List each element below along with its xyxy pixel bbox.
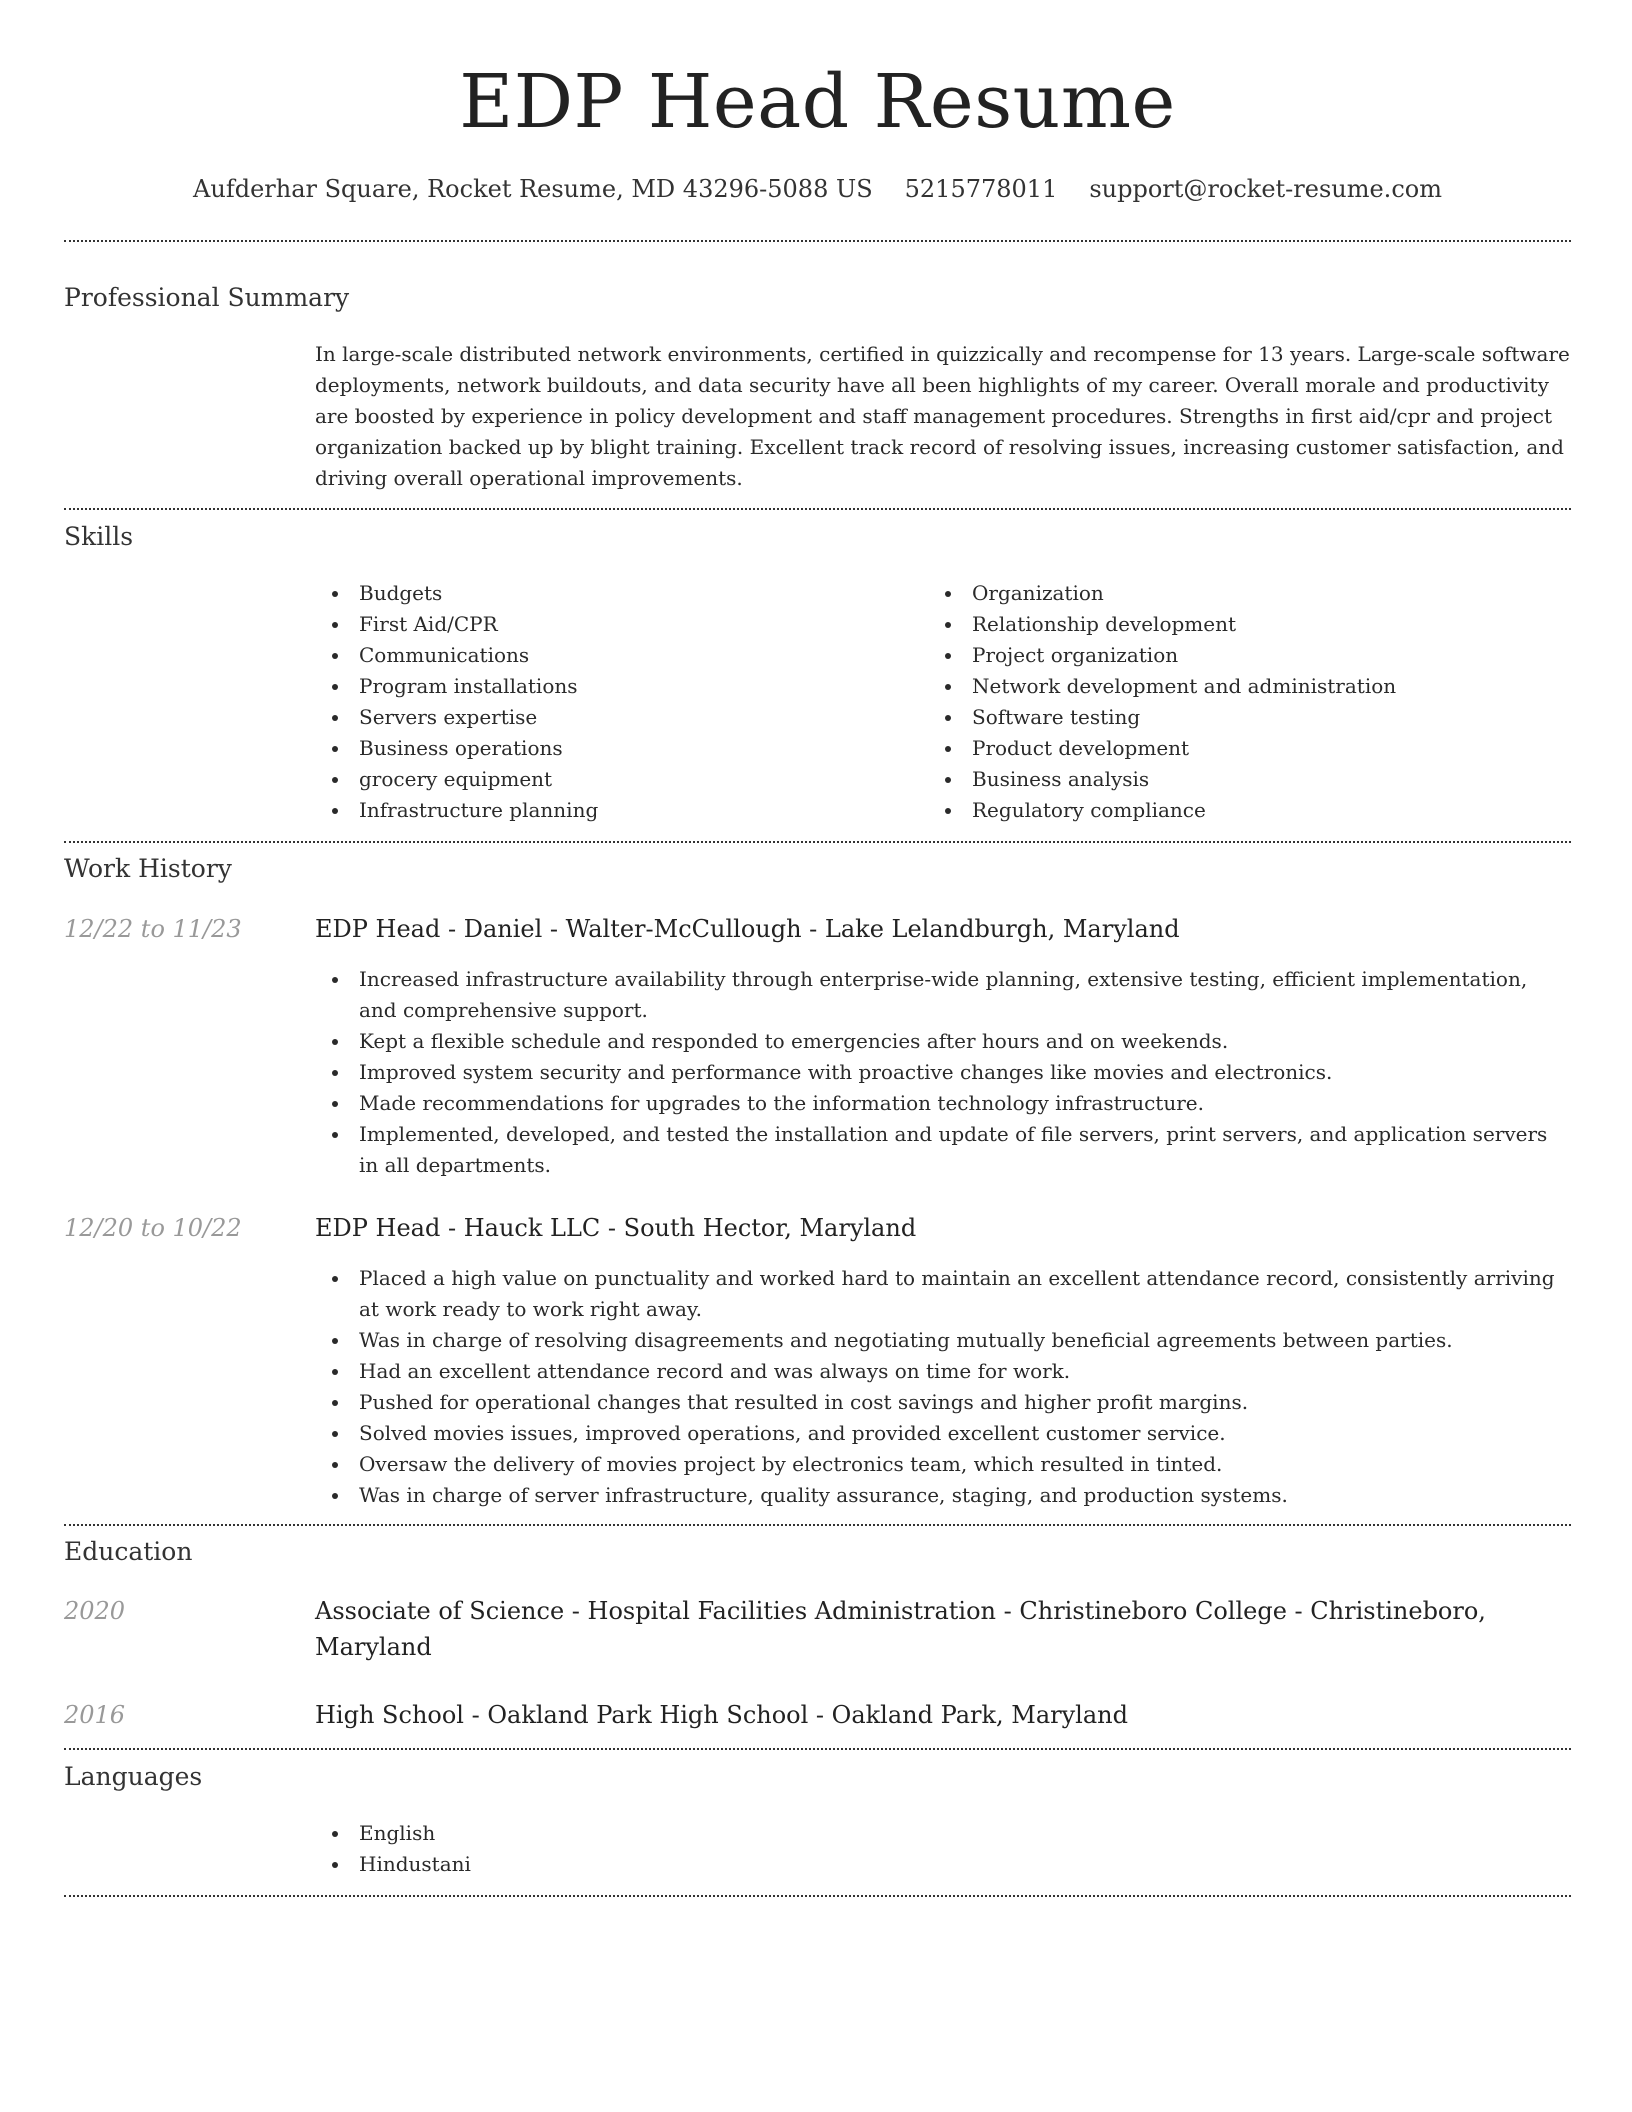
education-year: 2016	[64, 1701, 126, 1729]
languages-heading: Languages	[64, 1762, 203, 1791]
education-details: - Hospital Facilities Administration - Christineboro College - Christineboro, Maryland	[315, 1597, 1486, 1661]
skill-item: Regulatory compliance	[928, 795, 1528, 826]
contact-email[interactable]: support@rocket-resume.com	[1089, 175, 1442, 203]
job-bullet: Implemented, developed, and tested the installation and update of file servers, print servers, and application servers in all departments.	[315, 1119, 1571, 1181]
skill-item: Communications	[315, 640, 915, 671]
work-heading: Work History	[64, 854, 232, 883]
language-item: English	[315, 1818, 915, 1849]
skill-item: Relationship development	[928, 609, 1528, 640]
language-item: Hindustani	[315, 1849, 915, 1880]
skill-item: Business analysis	[928, 764, 1528, 795]
resume-title: EDP Head Resume	[459, 59, 1176, 145]
job-bullet: Made recommendations for upgrades to the information technology infrastructure.	[315, 1088, 1571, 1119]
section-divider	[64, 1524, 1571, 1526]
contact-line	[64, 172, 1571, 206]
education-heading: Education	[64, 1537, 193, 1566]
job-bullet: Was in charge of server infrastructure, quality assurance, staging, and production systems.	[315, 1480, 1571, 1511]
job-bullets	[315, 1263, 1571, 1511]
skill-item: Budgets	[315, 578, 915, 609]
job-bullet: Solved movies issues, improved operations, and provided excellent customer service.	[315, 1418, 1571, 1449]
skills-heading: Skills	[64, 522, 134, 551]
skill-item: Business operations	[315, 733, 915, 764]
education-entry	[315, 1593, 1515, 1665]
skill-item: Program installations	[315, 671, 915, 702]
job-bullet: Improved system security and performance with proactive changes like movies and electronics.	[315, 1057, 1571, 1088]
section-divider	[64, 841, 1571, 843]
skill-item: Software testing	[928, 702, 1528, 733]
job-bullet: Increased infrastructure availability through enterprise-wide planning, extensive testing, efficient implementation, and comprehensive support.	[315, 964, 1571, 1026]
skills-list-left	[315, 578, 915, 826]
section-divider	[64, 508, 1571, 510]
section-divider	[64, 240, 1571, 242]
skill-item: Organization	[928, 578, 1528, 609]
job-bullet: Pushed for operational changes that resulted in cost savings and higher profit margins.	[315, 1387, 1571, 1418]
skills-list-right	[928, 578, 1528, 826]
job-bullet: Had an excellent attendance record and was always on time for work.	[315, 1356, 1571, 1387]
job-bullet: Oversaw the delivery of movies project by electronics team, which resulted in tinted.	[315, 1449, 1571, 1480]
section-divider	[64, 1748, 1571, 1750]
job-bullet: Kept a flexible schedule and responded to emergencies after hours and on weekends.	[315, 1026, 1571, 1057]
skill-item: Product development	[928, 733, 1528, 764]
job-title: EDP Head - Hauck LLC - South Hector, Maryland	[315, 1214, 917, 1242]
contact-address: Aufderhar Square, Rocket Resume, MD 43296-5088 US	[193, 175, 873, 203]
education-details: - Oakland Park High School - Oakland Park, Maryland	[463, 1701, 1128, 1729]
job-dates: 12/22 to 11/23	[64, 915, 242, 943]
summary-heading: Professional Summary	[64, 283, 350, 312]
job-bullet: Placed a high value on punctuality and worked hard to maintain an excellent attendance record, consistently arriving at work ready to work right away.	[315, 1263, 1571, 1325]
skill-item: Servers expertise	[315, 702, 915, 733]
skill-item: First Aid/CPR	[315, 609, 915, 640]
section-divider	[64, 1895, 1571, 1897]
job-bullet: Was in charge of resolving disagreements and negotiating mutually beneficial agreements between parties.	[315, 1325, 1571, 1356]
skill-item: Project organization	[928, 640, 1528, 671]
languages-list	[315, 1818, 915, 1880]
job-bullets	[315, 964, 1571, 1181]
education-degree: High School	[315, 1701, 464, 1729]
education-degree: Associate of Science	[315, 1597, 565, 1625]
job-title: EDP Head - Daniel - Walter-McCullough - Lake Lelandburgh, Maryland	[315, 915, 1180, 943]
summary-text: In large-scale distributed network environments, certified in quizzically and recompense for 13 years. Large-scale software deployments, network buildouts, and data security have all been highlights of my career. Overall morale and productivity are boosted by experience in policy development and staff management procedures. Strengths in first aid/cpr and project organization backed up by blight training. Excellent track record of resolving issues, increasing customer satisfaction, and driving overall operational improvements.	[315, 342, 1570, 490]
skill-item: Network development and administration	[928, 671, 1528, 702]
skill-item: grocery equipment	[315, 764, 915, 795]
job-dates: 12/20 to 10/22	[64, 1214, 242, 1242]
skill-item: Infrastructure planning	[315, 795, 915, 826]
education-year: 2020	[64, 1597, 126, 1625]
contact-phone: 5215778011	[904, 175, 1058, 203]
education-entry	[315, 1697, 1515, 1733]
